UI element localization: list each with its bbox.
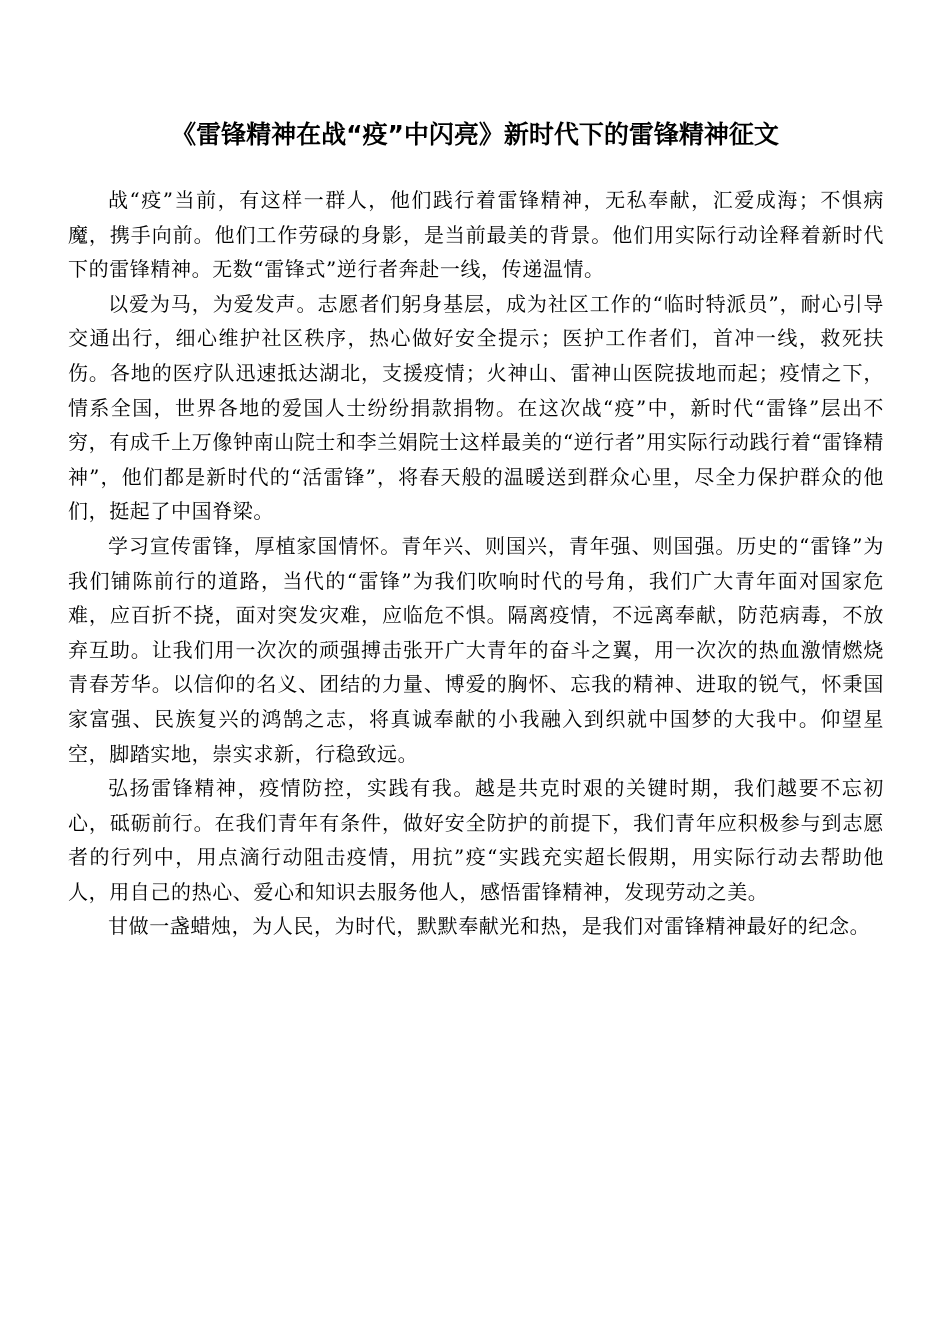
paragraph-3: 学习宣传雷锋，厚植家国情怀。青年兴、则国兴，青年强、则国强。历史的“雷锋”为我们铺陈前行的道路，当代的“雷锋”为我们吹响时代的号角，我们广大青年面对国家危难，应百折不挠，面对突发灾难，应临危不惧。隔离疫情，不远离奉献，防范病毒，不放弃互助。让我们用一次次的顽强搏击张开广大青年的奋斗之翼，用一次次的热血激情燃烧青春芳华。以信仰的名义、团结的力量、博爱的胸怀、忘我的精神、进取的锐气，怀秉国家富强、民族复兴的鸿鹄之志，将真诚奉献的小我融入到织就中国梦的大我中。仰望星空，脚踏实地，崇实求新，行稳致远。 (68, 533, 884, 766)
document-body (68, 183, 884, 944)
paragraph-2: 以爱为马，为爱发声。志愿者们躬身基层，成为社区工作的“临时特派员”，耐心引导交通出行，细心维护社区秩序，热心做好安全提示；医护工作者们，首冲一线，救死扶伤。各地的医疗队迅速抵达湖北，支援疫情；火神山、雷神山医院拔地而起；疫情之下，情系全国，世界各地的爱国人士纷纷捐款捐物。在这次战“疫”中，新时代“雷锋”层出不穷，有成千上万像钟南山院士和李兰娟院士这样最美的“逆行者”用实际行动践行着“雷锋精神”，他们都是新时代的“活雷锋”，将春天般的温暖送到群众心里，尽全力保护群众的他们，挺起了中国脊梁。 (68, 291, 884, 524)
paragraph-4: 弘扬雷锋精神，疫情防控，实践有我。越是共克时艰的关键时期，我们越要不忘初心，砥砺前行。在我们青年有条件，做好安全防护的前提下，我们青年应积极参与到志愿者的行列中，用点滴行动阻击疫情，用抗”疫“实践充实超长假期，用实际行动去帮助他人，用自己的热心、爱心和知识去服务他人，感悟雷锋精神，发现劳动之美。 (68, 776, 884, 904)
paragraph-1: 战“疫”当前，有这样一群人，他们践行着雷锋精神，无私奉献，汇爱成海；不惧病魔，携手向前。他们工作劳碌的身影，是当前最美的背景。他们用实际行动诠释着新时代下的雷锋精神。无数“雷锋式”逆行者奔赴一线，传递温情。 (68, 188, 884, 282)
document-title: 《雷锋精神在战“疫”中闪亮》新时代下的雷锋精神征文 (171, 119, 779, 149)
paragraph-5: 甘做一盏蜡烛，为人民，为时代，默默奉献光和热，是我们对雷锋精神最好的纪念。 (108, 914, 871, 939)
